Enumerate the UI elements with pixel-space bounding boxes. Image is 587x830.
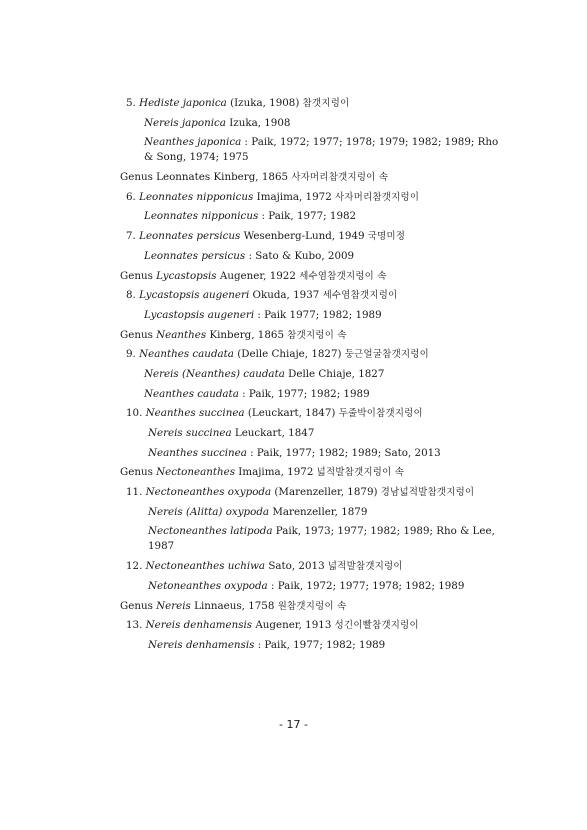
synonym-name: Leonnates persicus bbox=[144, 249, 246, 262]
genus-name: Leonnates bbox=[156, 171, 211, 184]
species-number: 12. bbox=[126, 560, 143, 573]
species-name: Neanthes caudata bbox=[139, 348, 234, 361]
korean-name: 넓적발참갯지렁이 bbox=[327, 561, 403, 573]
species-entry bbox=[120, 96, 492, 111]
species-entry bbox=[120, 406, 492, 421]
synonym-authority: Leuckart, 1847 bbox=[231, 427, 315, 439]
species-authority: Augener, 1913 bbox=[252, 619, 335, 632]
synonym-references: : Paik 1977; 1982; 1989 bbox=[254, 308, 382, 321]
genus-authority: Kinberg, 1865 bbox=[206, 328, 288, 341]
genus-authority: Imajima, 1972 bbox=[235, 466, 317, 479]
page-number: - 17 - bbox=[279, 718, 308, 731]
genus-prefix: Genus bbox=[120, 171, 157, 184]
genus-prefix: Genus bbox=[120, 599, 157, 612]
species-number: 5. bbox=[126, 97, 136, 109]
synonym-references: : Paik, 1977; 1982; 1989; Sato, 2013 bbox=[246, 446, 441, 459]
species-entry bbox=[120, 559, 492, 574]
synonym-continuation bbox=[120, 150, 492, 165]
genus-authority: Kinberg, 1865 bbox=[210, 171, 292, 184]
synonym-authority: Izuka, 1908 bbox=[225, 116, 291, 129]
synonym-entry bbox=[120, 579, 492, 594]
synonym-name: Nereis (Alitta) oxypoda bbox=[148, 505, 270, 518]
species-entry bbox=[120, 618, 492, 633]
synonym-name: Nereis denhamensis bbox=[148, 638, 255, 651]
synonym-entry bbox=[120, 387, 492, 402]
synonym-authority: Delle Chiaje, 1827 bbox=[284, 367, 385, 380]
species-authority: (Marenzeller, 1879) bbox=[271, 486, 381, 499]
genus-name: Lycastopsis bbox=[156, 269, 217, 282]
species-entry bbox=[120, 485, 492, 500]
synonym-entry bbox=[120, 308, 492, 323]
korean-name: 넓적발참갯지렁이 속 bbox=[316, 467, 405, 479]
korean-name: 원참갯지렁이 속 bbox=[277, 600, 347, 612]
species-entry bbox=[120, 190, 492, 205]
species-number: 13. bbox=[126, 619, 143, 632]
synonym-entry bbox=[120, 638, 492, 653]
synonym-entry bbox=[120, 446, 492, 461]
genus-prefix: Genus bbox=[120, 328, 157, 341]
species-authority: Imajima, 1972 bbox=[253, 190, 336, 203]
synonym-name: Netoneanthes oxypoda bbox=[148, 579, 268, 592]
species-name: Leonnates nipponicus bbox=[139, 190, 254, 203]
synonym-references: : Paik, 1972; 1977; 1978; 1979; 1982; 1989; Rho bbox=[241, 136, 499, 149]
korean-name: 국명미정 bbox=[367, 231, 406, 243]
genus-heading bbox=[120, 465, 492, 480]
genus-heading bbox=[120, 599, 492, 614]
species-authority: Sato, 2013 bbox=[265, 560, 328, 573]
korean-name: 성긴이빨참갯지렁이 bbox=[334, 620, 419, 632]
synonym-name: Neanthes succinea bbox=[148, 446, 247, 459]
korean-name: 참갯지렁이 bbox=[302, 98, 350, 109]
genus-prefix: Genus bbox=[120, 269, 157, 282]
species-name: Neanthes succinea bbox=[145, 407, 245, 420]
synonym-entry bbox=[120, 116, 492, 131]
synonym-entry bbox=[120, 209, 492, 224]
species-name: Nereis denhamensis bbox=[145, 619, 253, 632]
species-entry bbox=[120, 229, 492, 244]
species-number: 9. bbox=[126, 348, 136, 361]
species-number: 6. bbox=[126, 190, 136, 203]
species-authority: (Izuka, 1908) bbox=[226, 97, 303, 109]
species-list bbox=[120, 96, 499, 658]
species-authority: Okuda, 1937 bbox=[249, 289, 323, 302]
species-authority: Wesenberg-Lund, 1949 bbox=[240, 230, 368, 243]
genus-prefix: Genus bbox=[120, 466, 157, 479]
species-name: Hediste japonica bbox=[139, 97, 227, 109]
korean-name: 두줄박이참갯지렁이 bbox=[338, 408, 423, 420]
species-number: 11. bbox=[126, 486, 143, 499]
synonym-entry bbox=[120, 135, 499, 150]
species-number: 8. bbox=[126, 289, 136, 302]
synonym-name: Nereis (Neanthes) caudata bbox=[144, 367, 285, 380]
genus-authority: Linnaeus, 1758 bbox=[190, 599, 278, 612]
species-authority: (Delle Chiaje, 1827) bbox=[233, 348, 345, 361]
korean-name: 세수염참갯지렁이 속 bbox=[299, 270, 387, 282]
synonym-authority: Paik, 1973; 1977; 1982; 1989; Rho & Lee, bbox=[272, 525, 495, 538]
synonym-name: Leonnates nipponicus bbox=[144, 210, 259, 223]
synonym-name: Nereis japonica bbox=[144, 116, 226, 129]
synonym-entry bbox=[120, 249, 492, 264]
synonym-name: Nereis succinea bbox=[148, 427, 232, 439]
korean-name: 사자머리참갯지렁이 bbox=[335, 191, 420, 203]
synonym-name: Nectoneanthes latipoda bbox=[148, 525, 273, 538]
species-name: Nectoneanthes oxypoda bbox=[145, 486, 272, 499]
synonym-authority: Marenzeller, 1879 bbox=[269, 505, 368, 518]
species-name: Leonnates persicus bbox=[139, 230, 241, 243]
korean-name: 사자머리참갯지렁이 속 bbox=[291, 172, 389, 184]
genus-heading bbox=[120, 269, 492, 284]
synonym-entry bbox=[120, 524, 495, 539]
genus-heading bbox=[120, 328, 492, 343]
species-number: 10. bbox=[126, 407, 143, 420]
species-name: Nectoneanthes uchiwa bbox=[145, 560, 266, 573]
synonym-references: : Sato & Kubo, 2009 bbox=[245, 249, 355, 262]
species-authority: (Leuckart, 1847) bbox=[244, 407, 339, 420]
synonym-name: Neanthes japonica bbox=[144, 136, 242, 149]
species-entry bbox=[120, 347, 492, 362]
synonym-entry bbox=[120, 426, 492, 441]
korean-name: 참갯지렁이 속 bbox=[287, 329, 347, 341]
synonym-entry bbox=[120, 505, 492, 520]
korean-name: 세수염참갯지렁이 bbox=[322, 290, 398, 302]
genus-name: Neanthes bbox=[156, 328, 207, 341]
synonym-references: : Paik, 1977; 1982 bbox=[258, 210, 357, 223]
synonym-references: : Paik, 1972; 1977; 1978; 1982; 1989 bbox=[267, 579, 465, 592]
synonym-name: Neanthes caudata bbox=[144, 387, 239, 400]
synonym-entry bbox=[120, 367, 492, 382]
genus-authority: Augener, 1922 bbox=[216, 269, 300, 282]
synonym-name: Lycastopsis augeneri bbox=[144, 308, 255, 321]
synonym-references: : Paik, 1977; 1982; 1989 bbox=[238, 387, 370, 400]
korean-name: 둥근얼굴참갯지렁이 bbox=[344, 349, 430, 361]
species-number: 7. bbox=[126, 230, 136, 243]
species-entry bbox=[120, 288, 492, 303]
species-name: Lycastopsis augeneri bbox=[139, 289, 250, 302]
synonym-references: : Paik, 1977; 1982; 1989 bbox=[254, 638, 386, 651]
genus-heading bbox=[120, 170, 492, 185]
synonym-references-cont: 1987 bbox=[148, 540, 175, 553]
synonym-references-cont: & Song, 1974; 1975 bbox=[144, 151, 249, 164]
synonym-continuation bbox=[120, 539, 492, 554]
korean-name: 경남넓적발참갯지렁이 bbox=[380, 487, 475, 499]
genus-name: Nectoneanthes bbox=[156, 466, 235, 479]
genus-name: Nereis bbox=[156, 599, 191, 612]
